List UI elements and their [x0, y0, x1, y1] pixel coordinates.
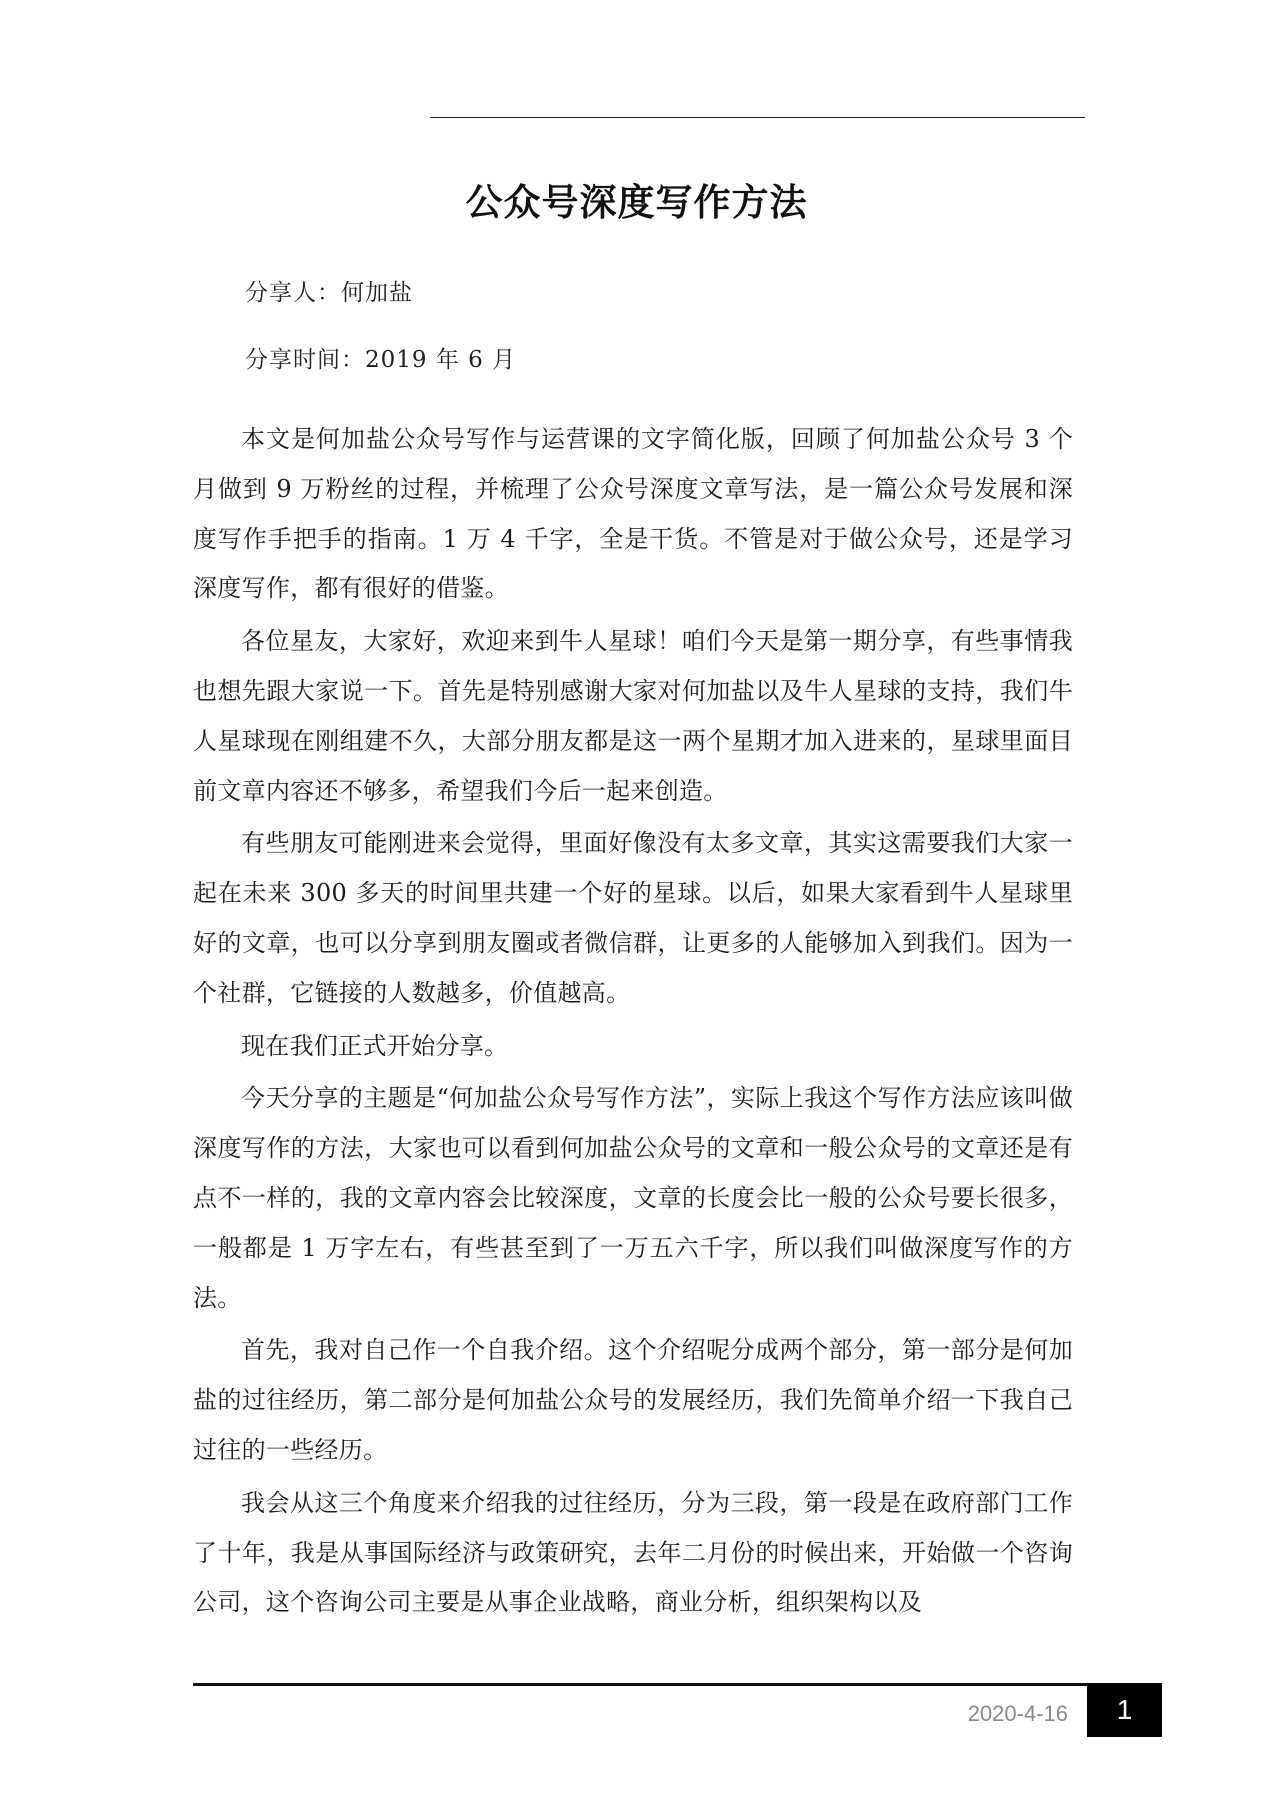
paragraph-intro: 本文是何加盐公众号写作与运营课的文字简化版，回顾了何加盐公众号 3 个月做到 9 万粉丝的过程，并梳理了公众号深度文章写法，是一篇公众号发展和深度写作手把手的指南。1 万 4 千字，全是干货。不管是对于做公众号，还是学习深度写作，都有很好的借鉴。 — [193, 425, 1073, 603]
paragraph-greeting: 各位星友，大家好，欢迎来到牛人星球！咱们今天是第一期分享，有些事情我也想先跟大家说一下。首先是特别感谢大家对何加盐以及牛人星球的支持，我们牛人星球现在刚组建不久，大部分朋友都是这一两个星期才加入进来的，星球里面目前文章内容还不够多，希望我们今后一起来创造。 — [193, 627, 1073, 805]
article-body — [193, 415, 1073, 1631]
author-line: 分享人：何加盐 — [245, 280, 413, 306]
paragraph-topic: 今天分享的主题是“何加盐公众号写作方法”，实际上我这个写作方法应该叫做深度写作的方法，大家也可以看到何加盐公众号的文章和一般公众号的文章还是有点不一样的，我的文章内容会比较深度，文章的长度会比一般的公众号要长很多，一般都是 1 万字左右，有些甚至到了一万五六千字，所以我们叫做深度写作的方法。 — [193, 1084, 1073, 1312]
page-number: 1 — [1116, 1694, 1133, 1725]
footer-date: 2020-4-16 — [967, 1701, 1068, 1726]
paragraph-start: 现在我们正式开始分享。 — [241, 1031, 509, 1060]
paragraph-community: 有些朋友可能刚进来会觉得，里面好像没有太多文章，其实这需要我们大家一起在未来 300 多天的时间里共建一个好的星球。以后，如果大家看到牛人星球里好的文章，也可以分享到朋友圈或者微信群，让更多的人能够加入到我们。因为一个社群，它链接的人数越多，价值越高。 — [193, 829, 1073, 1007]
header-rule — [430, 117, 1085, 118]
document-title: 公众号深度写作方法 — [465, 181, 808, 224]
footer-rule — [193, 1683, 1161, 1686]
date-line: 分享时间：2019 年 6 月 — [245, 347, 517, 373]
paragraph-experience: 我会从这三个角度来介绍我的过往经历，分为三段，第一段是在政府部门工作了十年，我是从事国际经济与政策研究，去年二月份的时候出来，开始做一个咨询公司，这个咨询公司主要是从事企业战略，商业分析，组织架构以及 — [193, 1488, 1073, 1617]
paragraph-self-intro: 首先，我对自己作一个自我介绍。这个介绍呢分成两个部分，第一部分是何加盐的过往经历，第二部分是何加盐公众号的发展经历，我们先简单介绍一下我自己过往的一些经历。 — [193, 1336, 1073, 1464]
page-number-badge — [1087, 1683, 1162, 1737]
